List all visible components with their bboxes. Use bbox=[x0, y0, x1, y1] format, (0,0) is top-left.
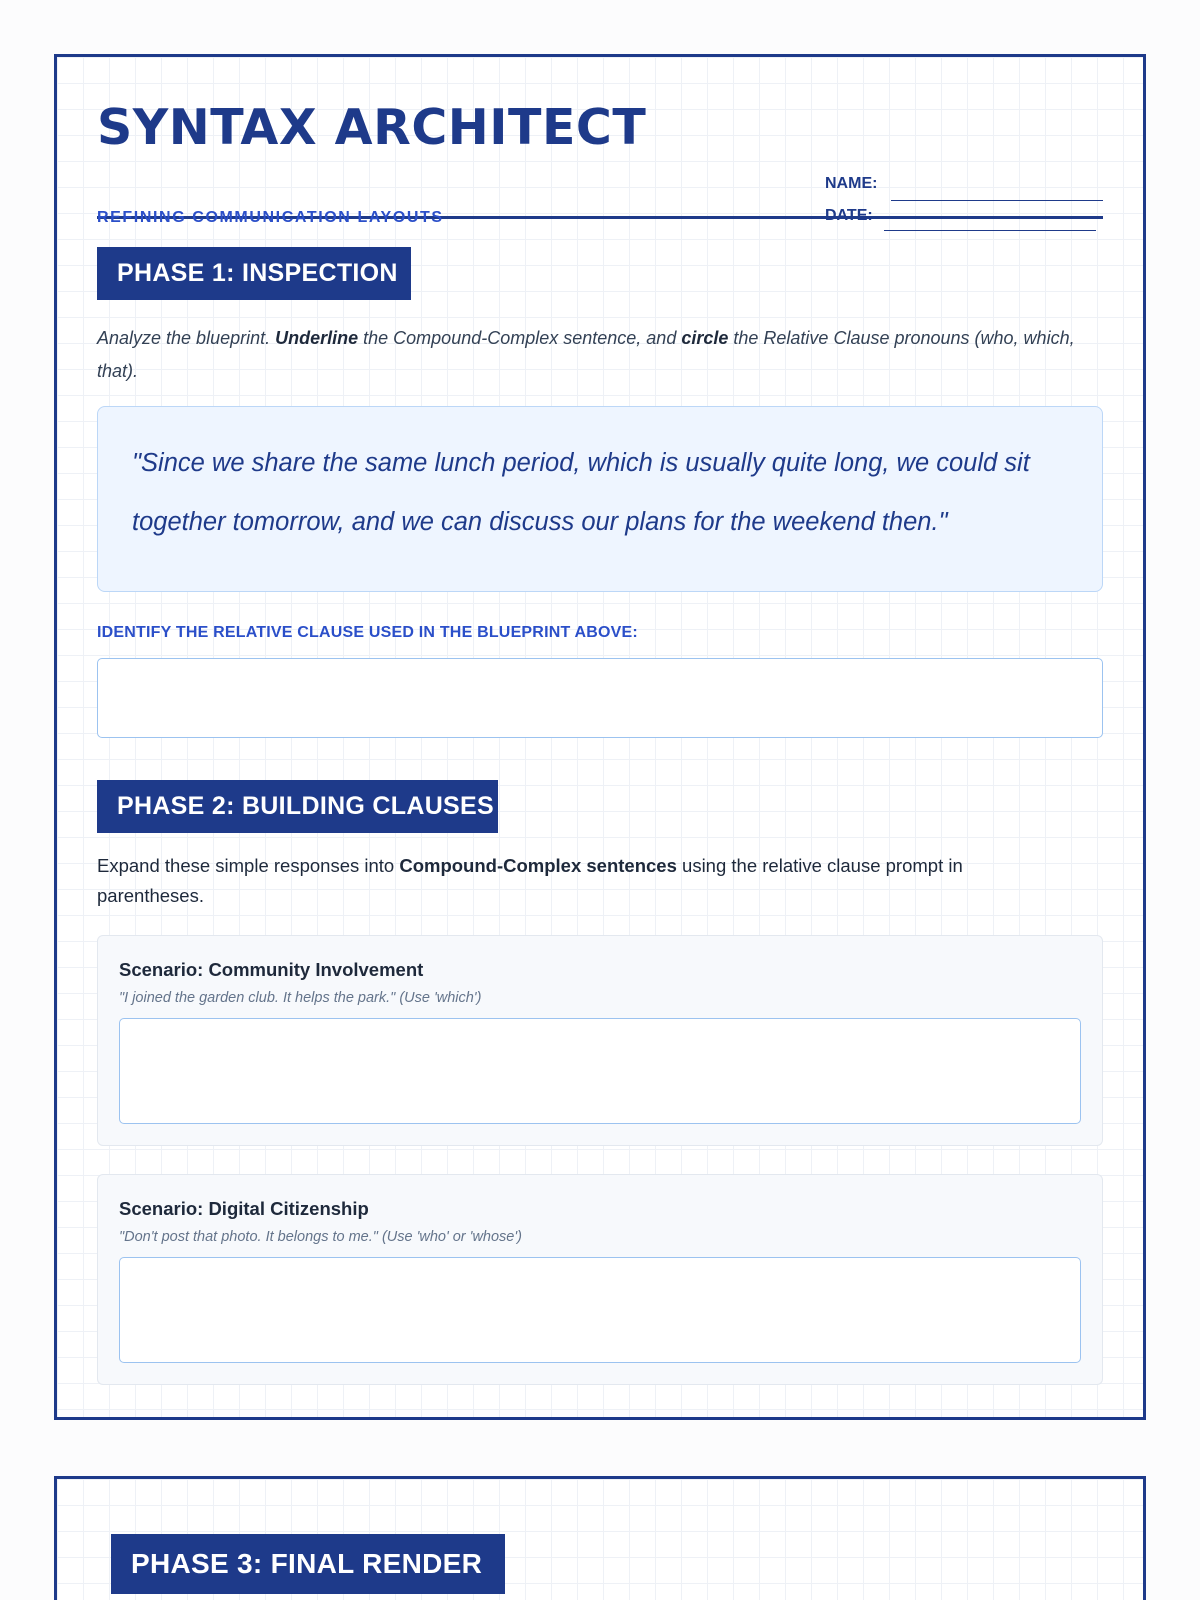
relative-clause-input[interactable] bbox=[97, 658, 1103, 738]
phase-3-banner: PHASE 3: FINAL RENDER bbox=[111, 1534, 505, 1594]
scenario-answer-input[interactable] bbox=[119, 1257, 1081, 1363]
name-row bbox=[825, 175, 1103, 209]
instruction-text: using the relative clause prompt in parentheses. bbox=[97, 855, 963, 906]
scenario-card bbox=[97, 935, 1103, 1146]
blueprint-quote: "Since we share the same lunch period, which is usually quite long, we could sit together tomorrow, and we can discuss our plans for the weekend then." bbox=[97, 406, 1103, 592]
relative-clause-label: IDENTIFY THE RELATIVE CLAUSE USED IN THE BLUEPRINT ABOVE: bbox=[97, 624, 638, 641]
student-meta bbox=[825, 175, 1103, 243]
instruction-text: Analyze the blueprint. bbox=[97, 328, 276, 348]
scenario-title: Scenario: Community Involvement bbox=[119, 959, 424, 980]
phase-1-banner: PHASE 1: INSPECTION bbox=[97, 247, 411, 300]
instruction-text: the Compound-Complex sentence, and bbox=[358, 328, 682, 348]
phase-2-banner: PHASE 2: BUILDING CLAUSES bbox=[97, 780, 498, 833]
page-title: SYNTAX ARCHITECT bbox=[97, 99, 647, 156]
instruction-text: Expand these simple responses into bbox=[97, 855, 400, 876]
scenario-hint: "Don't post that photo. It belongs to me." (Use 'who' or 'whose') bbox=[119, 1229, 522, 1245]
worksheet-header bbox=[97, 97, 1103, 226]
phase-1-instructions bbox=[97, 322, 1103, 388]
page-subtitle: REFINING COMMUNICATION LAYOUTS bbox=[97, 209, 444, 226]
worksheet-page-1 bbox=[54, 54, 1146, 1420]
date-line[interactable] bbox=[884, 230, 1096, 231]
phase-2-instructions bbox=[97, 851, 1063, 911]
date-row bbox=[825, 207, 1103, 241]
date-label: DATE: bbox=[825, 207, 873, 224]
name-line[interactable] bbox=[891, 200, 1103, 201]
name-label: NAME: bbox=[825, 175, 878, 192]
instruction-text: the Relative Clause pronouns (who, which, that). bbox=[97, 328, 1075, 381]
instruction-emphasis: Compound-Complex sentences bbox=[399, 855, 677, 876]
scenario-title: Scenario: Digital Citizenship bbox=[119, 1198, 369, 1219]
worksheet-page-2 bbox=[54, 1476, 1146, 1600]
instruction-emphasis-circle: circle bbox=[681, 328, 729, 348]
scenario-card bbox=[97, 1174, 1103, 1385]
instruction-emphasis-underline: Underline bbox=[275, 328, 359, 348]
scenario-answer-input[interactable] bbox=[119, 1018, 1081, 1124]
scenario-hint: "I joined the garden club. It helps the park." (Use 'which') bbox=[119, 990, 482, 1006]
